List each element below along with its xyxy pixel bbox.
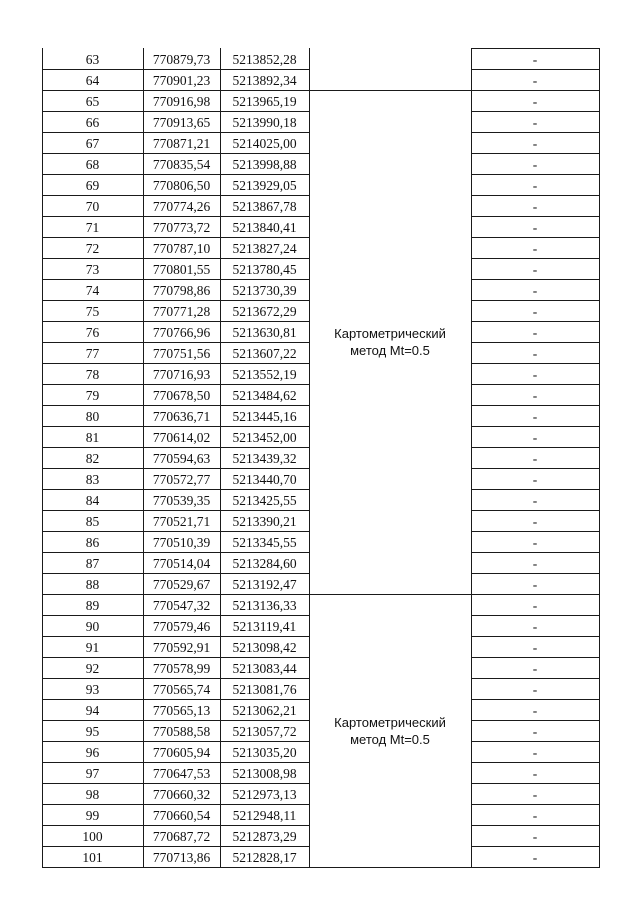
- y-coordinate-cell: 5212873,29: [232, 829, 297, 844]
- y-coordinate-cell: 5213284,60: [232, 556, 297, 571]
- y-coordinate-cell: 5213840,41: [232, 220, 297, 235]
- x-coordinate-cell: 770588,58: [152, 724, 211, 739]
- x-coordinate-cell: 770774,26: [152, 199, 211, 214]
- y-coordinate-cell: 5213852,28: [232, 52, 297, 67]
- y-coordinate-cell: 5213827,24: [232, 241, 297, 256]
- note-cell: -: [532, 430, 538, 445]
- point-number-cell: 96: [85, 745, 100, 760]
- x-coordinate-cell: 770521,71: [152, 514, 211, 529]
- y-coordinate-cell: 5213892,34: [232, 73, 297, 88]
- note-cell: -: [532, 115, 538, 130]
- point-number-cell: 76: [85, 325, 100, 340]
- note-cell: -: [532, 409, 538, 424]
- y-coordinate-cell: 5213607,22: [232, 346, 297, 361]
- y-coordinate-cell: 5213345,55: [232, 535, 297, 550]
- note-cell: -: [532, 640, 538, 655]
- y-coordinate-cell: 5213390,21: [232, 514, 297, 529]
- y-coordinate-cell: 5213484,62: [232, 388, 297, 403]
- note-cell: -: [532, 493, 538, 508]
- y-coordinate-cell: 5213440,70: [232, 472, 297, 487]
- note-cell: -: [532, 220, 538, 235]
- point-number-cell: 100: [82, 829, 103, 844]
- x-coordinate-cell: 770514,04: [152, 556, 211, 571]
- note-cell: -: [532, 199, 538, 214]
- method-line-2: метод Mt=0.5: [350, 731, 430, 747]
- point-number-cell: 82: [85, 451, 100, 466]
- x-coordinate-cell: 770716,93: [152, 367, 211, 382]
- note-cell: -: [532, 262, 538, 277]
- x-coordinate-cell: 770787,10: [152, 241, 211, 256]
- point-number-cell: 99: [85, 808, 100, 823]
- y-coordinate-cell: 5213990,18: [232, 115, 297, 130]
- note-cell: -: [532, 535, 538, 550]
- x-coordinate-cell: 770636,71: [152, 409, 211, 424]
- point-number-cell: 92: [85, 661, 100, 676]
- x-coordinate-cell: 770605,94: [152, 745, 211, 760]
- note-cell: -: [532, 745, 538, 760]
- note-cell: -: [532, 73, 538, 88]
- note-cell: -: [532, 703, 538, 718]
- y-coordinate-cell: 5213081,76: [232, 682, 297, 697]
- x-coordinate-cell: 770871,21: [152, 136, 211, 151]
- method-group-rule: [309, 594, 472, 595]
- y-coordinate-cell: 5213780,45: [232, 262, 297, 277]
- note-cell: -: [532, 451, 538, 466]
- method-cell: [309, 714, 471, 748]
- point-number-cell: 77: [85, 346, 100, 361]
- point-number-cell: 86: [85, 535, 100, 550]
- x-coordinate-cell: 770565,74: [152, 682, 211, 697]
- x-coordinate-cell: 770879,73: [152, 52, 211, 67]
- note-cell: -: [532, 304, 538, 319]
- x-coordinate-cell: 770660,54: [152, 808, 211, 823]
- x-coordinate-cell: 770578,99: [152, 661, 211, 676]
- x-coordinate-cell: 770547,32: [152, 598, 211, 613]
- x-coordinate-cell: 770901,23: [152, 73, 211, 88]
- point-number-cell: 91: [85, 640, 100, 655]
- x-coordinate-cell: 770773,72: [152, 220, 211, 235]
- y-coordinate-cell: 5213083,44: [232, 661, 297, 676]
- table-vertical-rule: [599, 48, 600, 867]
- point-number-cell: 93: [85, 682, 100, 697]
- point-number-cell: 63: [85, 52, 100, 67]
- x-coordinate-cell: 770579,46: [152, 619, 211, 634]
- y-coordinate-cell: 5213098,42: [232, 640, 297, 655]
- x-coordinate-cell: 770647,53: [152, 766, 211, 781]
- x-coordinate-cell: 770913,65: [152, 115, 211, 130]
- note-cell: -: [532, 136, 538, 151]
- point-number-cell: 85: [85, 514, 100, 529]
- point-number-cell: 95: [85, 724, 100, 739]
- x-coordinate-cell: 770751,56: [152, 346, 211, 361]
- method-line-1: Картометрический: [334, 326, 446, 341]
- note-cell: -: [532, 577, 538, 592]
- point-number-cell: 71: [85, 220, 100, 235]
- point-number-cell: 78: [85, 367, 100, 382]
- y-coordinate-cell: 5213730,39: [232, 283, 297, 298]
- note-cell: -: [532, 724, 538, 739]
- point-number-cell: 98: [85, 787, 100, 802]
- point-number-cell: 67: [85, 136, 100, 151]
- x-coordinate-cell: 770771,28: [152, 304, 211, 319]
- note-cell: -: [532, 808, 538, 823]
- y-coordinate-cell: 5213552,19: [232, 367, 297, 382]
- method-cell: [309, 325, 471, 359]
- x-coordinate-cell: 770565,13: [152, 703, 211, 718]
- point-number-cell: 101: [82, 850, 103, 865]
- y-coordinate-cell: 5213929,05: [232, 178, 297, 193]
- x-coordinate-cell: 770529,67: [152, 577, 211, 592]
- point-number-cell: 73: [85, 262, 100, 277]
- y-coordinate-cell: 5213867,78: [232, 199, 297, 214]
- method-line-1: Картометрический: [334, 714, 446, 730]
- x-coordinate-cell: 770798,86: [152, 283, 211, 298]
- x-coordinate-cell: 770678,50: [152, 388, 211, 403]
- x-coordinate-cell: 770539,35: [152, 493, 211, 508]
- note-cell: -: [532, 325, 538, 340]
- y-coordinate-cell: 5213452,00: [232, 430, 297, 445]
- point-number-cell: 69: [85, 178, 100, 193]
- x-coordinate-cell: 770806,50: [152, 178, 211, 193]
- point-number-cell: 74: [85, 283, 100, 298]
- note-cell: -: [532, 598, 538, 613]
- note-cell: -: [532, 157, 538, 172]
- note-cell: -: [532, 94, 538, 109]
- y-coordinate-cell: 5213425,55: [232, 493, 297, 508]
- method-group-rule: [309, 90, 472, 91]
- note-cell: -: [532, 556, 538, 571]
- point-number-cell: 80: [85, 409, 100, 424]
- y-coordinate-cell: 5213445,16: [232, 409, 297, 424]
- note-cell: -: [532, 766, 538, 781]
- point-number-cell: 72: [85, 241, 100, 256]
- x-coordinate-cell: 770592,91: [152, 640, 211, 655]
- note-cell: -: [532, 661, 538, 676]
- note-cell: -: [532, 283, 538, 298]
- note-cell: -: [532, 241, 538, 256]
- point-number-cell: 65: [85, 94, 100, 109]
- note-cell: -: [532, 52, 538, 67]
- point-number-cell: 87: [85, 556, 100, 571]
- point-number-cell: 70: [85, 199, 100, 214]
- y-coordinate-cell: 5213998,88: [232, 157, 297, 172]
- y-coordinate-cell: 5213057,72: [232, 724, 297, 739]
- x-coordinate-cell: 770614,02: [152, 430, 211, 445]
- x-coordinate-cell: 770766,96: [152, 325, 211, 340]
- x-coordinate-cell: 770801,55: [152, 262, 211, 277]
- method-line-2: метод Mt=0.5: [350, 343, 430, 358]
- method-group-rule: [309, 867, 472, 868]
- note-cell: -: [532, 472, 538, 487]
- note-cell: -: [532, 619, 538, 634]
- note-cell: -: [532, 178, 538, 193]
- point-number-cell: 94: [85, 703, 100, 718]
- point-number-cell: 79: [85, 388, 100, 403]
- x-coordinate-cell: 770594,63: [152, 451, 211, 466]
- point-number-cell: 68: [85, 157, 100, 172]
- y-coordinate-cell: 5213119,41: [232, 619, 297, 634]
- y-coordinate-cell: 5213008,98: [232, 766, 297, 781]
- y-coordinate-cell: 5212948,11: [232, 808, 297, 823]
- note-cell: -: [532, 850, 538, 865]
- note-cell: -: [532, 682, 538, 697]
- y-coordinate-cell: 5212973,13: [232, 787, 297, 802]
- x-coordinate-cell: 770572,77: [152, 472, 211, 487]
- y-coordinate-cell: 5213192,47: [232, 577, 297, 592]
- y-coordinate-cell: 5213035,20: [232, 745, 297, 760]
- x-coordinate-cell: 770687,72: [152, 829, 211, 844]
- x-coordinate-cell: 770713,86: [152, 850, 211, 865]
- y-coordinate-cell: 5213965,19: [232, 94, 297, 109]
- point-number-cell: 90: [85, 619, 100, 634]
- point-number-cell: 83: [85, 472, 100, 487]
- note-cell: -: [532, 346, 538, 361]
- point-number-cell: 81: [85, 430, 100, 445]
- y-coordinate-cell: 5212828,17: [232, 850, 297, 865]
- point-number-cell: 88: [85, 577, 100, 592]
- y-coordinate-cell: 5214025,00: [232, 136, 297, 151]
- point-number-cell: 97: [85, 766, 100, 781]
- x-coordinate-cell: 770835,54: [152, 157, 211, 172]
- point-number-cell: 64: [85, 73, 100, 88]
- y-coordinate-cell: 5213439,32: [232, 451, 297, 466]
- point-number-cell: 66: [85, 115, 100, 130]
- point-number-cell: 75: [85, 304, 100, 319]
- y-coordinate-cell: 5213062,21: [232, 703, 297, 718]
- y-coordinate-cell: 5213136,33: [232, 598, 297, 613]
- note-cell: -: [532, 514, 538, 529]
- note-cell: -: [532, 388, 538, 403]
- note-cell: -: [532, 367, 538, 382]
- y-coordinate-cell: 5213672,29: [232, 304, 297, 319]
- note-cell: -: [532, 829, 538, 844]
- note-cell: -: [532, 787, 538, 802]
- point-number-cell: 89: [85, 598, 100, 613]
- point-number-cell: 84: [85, 493, 100, 508]
- y-coordinate-cell: 5213630,81: [232, 325, 297, 340]
- x-coordinate-cell: 770916,98: [152, 94, 211, 109]
- x-coordinate-cell: 770510,39: [152, 535, 211, 550]
- x-coordinate-cell: 770660,32: [152, 787, 211, 802]
